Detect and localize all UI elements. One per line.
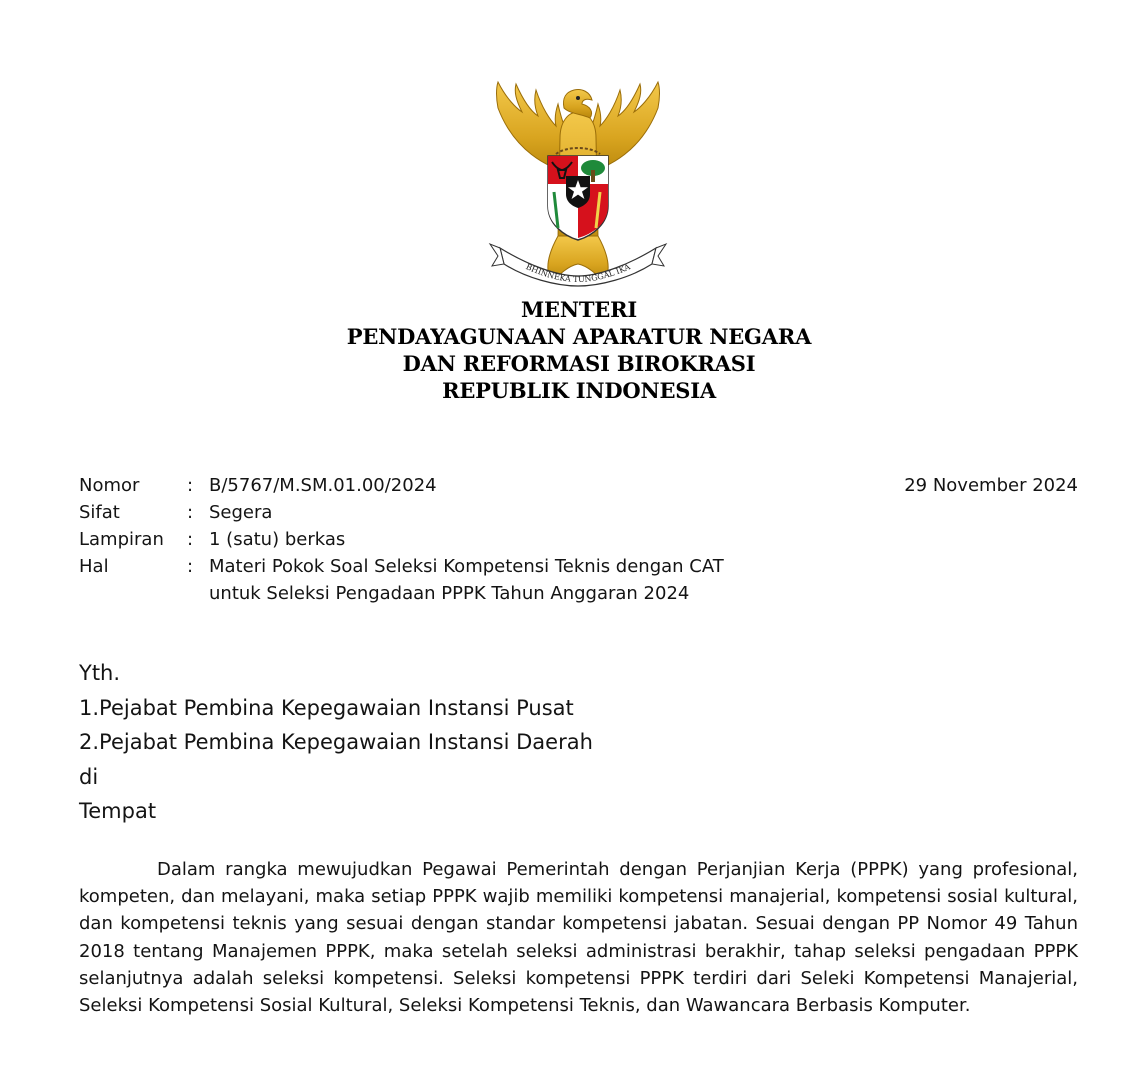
garuda-pancasila-emblem-icon: [486, 78, 670, 298]
letterhead-line-4: REPUBLIK INDONESIA: [442, 378, 716, 403]
letterhead-line-2: PENDAYAGUNAAN APARATUR NEGARA: [346, 324, 812, 349]
recipient-1: 1.Pejabat Pembina Kepegawaian Instansi Pusat: [79, 695, 574, 720]
meta-row-hal: [79, 553, 769, 607]
nomor-value: B/5767/M.SM.01.00/2024: [209, 475, 437, 496]
lampiran-label: Lampiran: [79, 529, 164, 550]
sifat-label: Sifat: [79, 502, 120, 523]
address-di: di: [79, 764, 99, 789]
svg-text:BHINNEKA TUNGGAL IKA: [524, 262, 631, 284]
address-place: Tempat: [79, 799, 157, 823]
sifat-value: Segera: [209, 502, 273, 523]
hal-label: Hal: [79, 556, 109, 577]
meta-row-nomor: [79, 472, 769, 499]
meta-separator: :: [187, 556, 194, 577]
letter-metadata: [79, 472, 769, 607]
meta-separator: :: [187, 502, 194, 523]
lampiran-value: 1 (satu) berkas: [209, 529, 346, 550]
recipient-2: 2.Pejabat Pembina Kepegawaian Instansi Daerah: [79, 730, 593, 754]
meta-row-sifat: [79, 499, 769, 526]
body-paragraph-1: Dalam rangka mewujudkan Pegawai Pemerintah dengan Perjanjian Kerja (PPPK) yang profesional, kompeten, dan melayani, maka setiap PPPK wajib memiliki kompetensi manajerial, kompetensi sosial kultural, dan kompetensi teknis yang sesuai dengan standar kompetensi jabatan. Sesuai dengan PP Nomor 49 Tahun 2018 tentang Manajemen PPPK, maka setelah seleksi administrasi berakhir, tahap seleksi pengadaan PPPK selanjutnya adalah seleksi kompetensi. Seleksi kompetensi PPPK terdiri dari Seleki Kompetensi Manajerial, Seleksi Kompetensi Sosial Kultural, Seleksi Kompetensi Teknis, dan Wawancara Berbasis Komputer.: [79, 859, 1078, 1017]
salutation: Yth.: [79, 661, 121, 685]
motto-text: BHINNEKA TUNGGAL IKA: [524, 262, 632, 285]
letterhead-line-3: DAN REFORMASI BIROKRASI: [402, 351, 756, 376]
letterhead-line-1: MENTERI: [521, 297, 637, 322]
meta-separator: :: [187, 475, 194, 496]
meta-row-lampiran: [79, 526, 769, 553]
letter-date: 29 November 2024: [904, 475, 1078, 496]
meta-separator: :: [187, 529, 194, 550]
nomor-label: Nomor: [79, 475, 140, 496]
recipient-address: [79, 656, 593, 829]
hal-value: Materi Pokok Soal Seleksi Kompetensi Teknis dengan CAT untuk Seleksi Pengadaan PPPK Tahun Anggaran 2024: [209, 556, 724, 604]
letterhead: [0, 296, 1138, 404]
